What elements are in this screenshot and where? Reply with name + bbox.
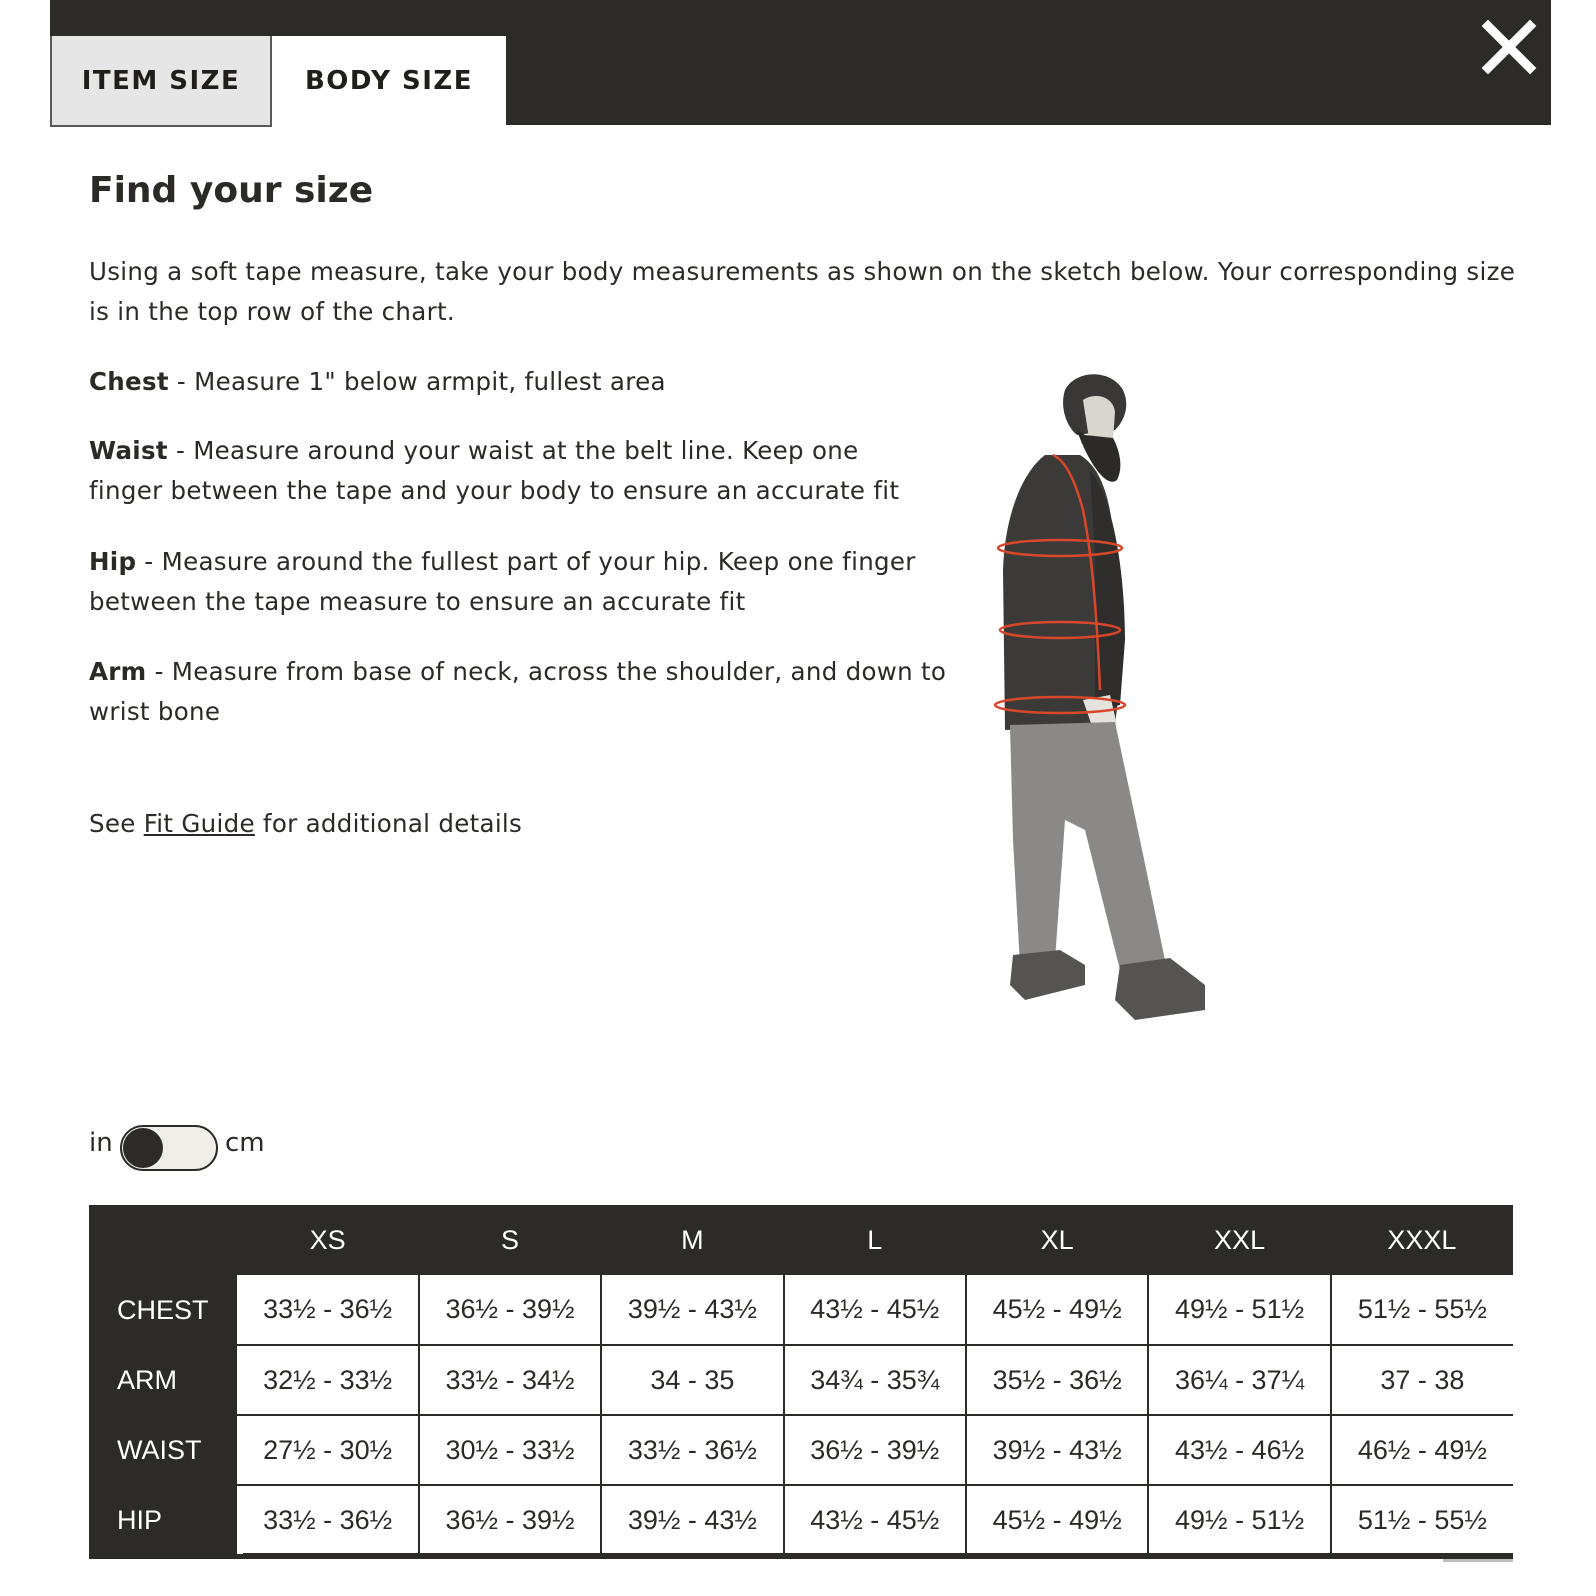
table-cell: 34¾ - 35¾ (784, 1345, 966, 1415)
fit-guide-prefix: See (89, 809, 144, 838)
table-row-chest (89, 1275, 1513, 1345)
table-cell: 45½ - 49½ (966, 1275, 1148, 1345)
table-bottom-border (243, 1553, 1513, 1559)
arm-instruction (89, 652, 969, 732)
table-row-hip (89, 1485, 1513, 1555)
table-cell: 33½ - 36½ (601, 1415, 783, 1485)
size-header: M (681, 1224, 704, 1255)
toggle-knob (123, 1128, 163, 1168)
unit-toggle[interactable] (120, 1125, 218, 1171)
row-label-arm: ARM (117, 1364, 177, 1395)
table-cell: 39½ - 43½ (966, 1415, 1148, 1485)
close-icon (1480, 18, 1538, 76)
table-cell: 34 - 35 (601, 1345, 783, 1415)
row-label-chest: CHEST (117, 1294, 209, 1325)
table-cell: 43½ - 46½ (1148, 1415, 1330, 1485)
row-label-hip: HIP (117, 1504, 163, 1535)
table-cell: 33½ - 34½ (419, 1345, 601, 1415)
size-chart-table (89, 1205, 1513, 1556)
fit-guide-note (89, 804, 789, 844)
sketch-boot-right (1115, 958, 1205, 1020)
size-chart[interactable] (89, 1205, 1513, 1559)
row-label-waist: WAIST (117, 1434, 202, 1465)
hip-label: Hip (89, 547, 137, 576)
table-cell: 35½ - 36½ (966, 1345, 1148, 1415)
table-cell: 51½ - 55½ (1331, 1275, 1513, 1345)
measurement-sketch (965, 360, 1265, 1060)
table-cell: 51½ - 55½ (1331, 1485, 1513, 1555)
table-cell: 27½ - 30½ (236, 1415, 418, 1485)
size-header-row (89, 1205, 1513, 1275)
hip-instruction (89, 542, 969, 622)
chest-label: Chest (89, 367, 169, 396)
tab-item-size[interactable]: ITEM SIZE (50, 36, 272, 127)
size-header: S (501, 1224, 520, 1255)
size-header: XXXL (1387, 1224, 1457, 1255)
table-row-arm (89, 1345, 1513, 1415)
arm-label: Arm (89, 657, 147, 686)
table-cell: 36½ - 39½ (784, 1415, 966, 1485)
chest-instruction (89, 362, 939, 402)
hip-text: - Measure around the fullest part of your hip. Keep one finger between the tape measure to ensure an accurate fit (89, 547, 916, 616)
unit-cm-label: cm (225, 1128, 265, 1158)
size-header: XS (309, 1224, 346, 1255)
fit-guide-link[interactable]: Fit Guide (143, 809, 255, 838)
table-cell: 39½ - 43½ (601, 1275, 783, 1345)
table-cell: 45½ - 49½ (966, 1485, 1148, 1555)
sketch-pants (1010, 722, 1165, 970)
table-cell: 43½ - 45½ (784, 1275, 966, 1345)
size-header: XXL (1214, 1224, 1266, 1255)
size-header: XL (1040, 1224, 1074, 1255)
page-title: Find your size (89, 170, 374, 211)
table-cell: 36½ - 39½ (419, 1275, 601, 1345)
tab-body-size[interactable]: BODY SIZE (272, 36, 506, 126)
table-cell: 33½ - 36½ (236, 1485, 418, 1555)
table-cell: 49½ - 51½ (1148, 1275, 1330, 1345)
unit-in-label: in (89, 1128, 113, 1158)
waist-label: Waist (89, 436, 168, 465)
sketch-sleeve (1090, 470, 1125, 710)
table-cell: 39½ - 43½ (601, 1485, 783, 1555)
table-cell: 43½ - 45½ (784, 1485, 966, 1555)
table-cell: 49½ - 51½ (1148, 1485, 1330, 1555)
close-button[interactable] (1480, 18, 1538, 76)
fit-guide-suffix: for additional details (254, 809, 523, 838)
table-scrollbar-thumb[interactable] (1443, 1559, 1513, 1562)
waist-text: - Measure around your waist at the belt line. Keep one finger between the tape and your body to ensure an accurate fit (89, 436, 900, 505)
table-cell: 32½ - 33½ (236, 1345, 418, 1415)
arm-text: - Measure from base of neck, across the shoulder, and down to wrist bone (89, 657, 947, 726)
sketch-boot-left (1010, 950, 1085, 1000)
table-cell: 33½ - 36½ (236, 1275, 418, 1345)
intro-text: Using a soft tape measure, take your body measurements as shown on the sketch below. Your corresponding size is in the top row of the chart. (89, 257, 1516, 326)
waist-instruction (89, 431, 939, 511)
table-corner (89, 1205, 236, 1275)
table-cell: 30½ - 33½ (419, 1415, 601, 1485)
table-cell: 36½ - 39½ (419, 1485, 601, 1555)
table-row-waist (89, 1415, 1513, 1485)
chest-text: - Measure 1" below armpit, fullest area (168, 367, 666, 396)
table-cell: 46½ - 49½ (1331, 1415, 1513, 1485)
size-header: L (867, 1224, 883, 1255)
table-cell: 37 - 38 (1331, 1345, 1513, 1415)
table-cell: 36¼ - 37¼ (1148, 1345, 1330, 1415)
